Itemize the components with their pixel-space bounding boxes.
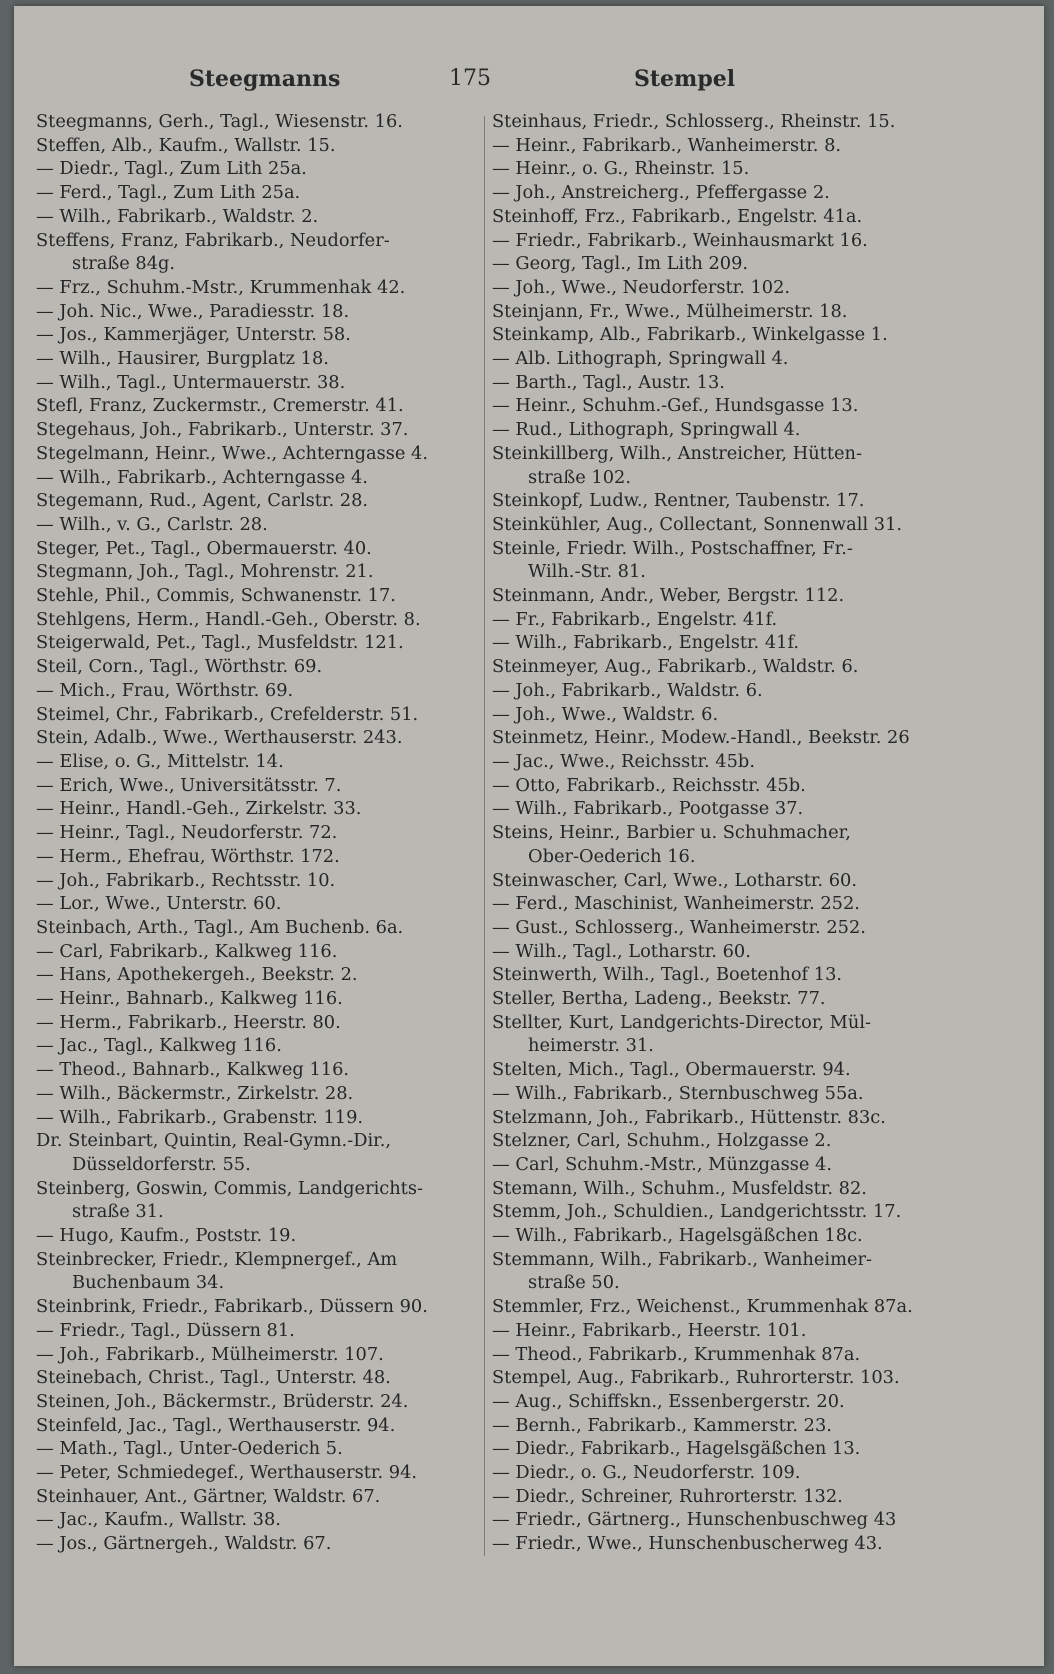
directory-entry: — Jac., Tagl., Kalkweg 116. [36,1035,282,1057]
directory-entry: — Herm., Ehefrau, Wörthstr. 172. [36,845,340,867]
directory-entry: — Frz., Schuhm.-Mstr., Krummenhak 42. [36,276,406,298]
directory-entry: Steegmanns, Gerh., Tagl., Wiesenstr. 16. [36,111,403,132]
left-column [36,110,481,1556]
entry-continuation: straße 102. [528,466,632,488]
directory-entry: — Erich, Wwe., Universitätsstr. 7. [36,774,342,796]
directory-entry: Stemmler, Frz., Weichenst., Krummenhak 87a. [492,1296,913,1318]
directory-entry: — Wilh., Fabrikarb., Sternbuschweg 55a. [492,1082,864,1104]
directory-entry: — Diedr., Fabrikarb., Hagelsgäßchen 13. [492,1438,861,1460]
directory-entry: Steinmeyer, Aug., Fabrikarb., Waldstr. 6. [492,656,859,678]
directory-entry: Steinkamp, Alb., Fabrikarb., Winkelgasse 1. [492,324,888,346]
directory-entry: Stemm, Joh., Schuldien., Landgerichtsstr. 17. [492,1201,902,1223]
directory-entry: — Heinr., Bahnarb., Kalkweg 116. [36,988,343,1010]
directory-entry: — Joh., Anstreicherg., Pfeffergasse 2. [492,182,830,204]
directory-entry: Steinkühler, Aug., Collectant, Sonnenwall 31. [492,513,903,535]
directory-entry: Steinle, Friedr. Wilh., Postschaffner, Fr.- [492,537,853,559]
directory-entry: — Jos., Kammerjäger, Unterstr. 58. [36,324,351,346]
directory-entry: Stegmann, Joh., Tagl., Mohrenstr. 21. [36,561,374,583]
directory-entry: — Ferd., Maschinist, Wanheimerstr. 252. [492,893,860,915]
directory-entry: — Aug., Schiffskn., Essenbergerstr. 20. [492,1390,845,1412]
directory-entry: — Wilh., Fabrikarb., Pootgasse 37. [492,798,804,820]
directory-entry: Steigerwald, Pet., Tagl., Musfeldstr. 121. [36,632,404,654]
directory-entry: Stemmann, Wilh., Fabrikarb., Wanheimer- [492,1248,872,1270]
entry-continuation: straße 84g. [72,253,176,275]
directory-entry: Stehlgens, Herm., Handl.-Geh., Oberstr. 8. [36,608,421,630]
header-right-keyword: Stempel [634,66,736,92]
directory-entry: — Diedr., Tagl., Zum Lith 25a. [36,158,307,180]
entry-continuation: Ober-Oederich 16. [528,845,696,867]
directory-entry: — Diedr., Schreiner, Ruhrorterstr. 132. [492,1485,843,1507]
directory-entry: — Rud., Lithograph, Springwall 4. [492,419,801,441]
directory-entry: Steil, Corn., Tagl., Wörthstr. 69. [36,656,323,678]
directory-entry: — Jos., Gärtnergeh., Waldstr. 67. [36,1533,332,1555]
directory-entry: — Joh. Nic., Wwe., Paradiesstr. 18. [36,300,350,322]
directory-entry: — Heinr., Handl.-Geh., Zirkelstr. 33. [36,798,362,820]
right-column [492,110,940,1556]
directory-entry: — Alb. Lithograph, Springwall 4. [492,348,789,370]
directory-entry: — Wilh., Fabrikarb., Grabenstr. 119. [36,1106,364,1128]
directory-entry: — Heinr., Fabrikarb., Wanheimerstr. 8. [492,134,842,156]
directory-entry: — Friedr., Fabrikarb., Weinhausmarkt 16. [492,229,868,251]
header-left-keyword: Steegmanns [189,66,341,92]
directory-entry: — Carl, Fabrikarb., Kalkweg 116. [36,940,338,962]
directory-entry: Steinmann, Andr., Weber, Bergstr. 112. [492,585,845,607]
directory-entry: Stegehaus, Joh., Fabrikarb., Unterstr. 37. [36,419,409,441]
directory-entry: — Heinr., Schuhm.-Gef., Hundsgasse 13. [492,395,859,417]
directory-entry: — Hugo, Kaufm., Poststr. 19. [36,1225,297,1247]
directory-entry: — Elise, o. G., Mittelstr. 14. [36,750,284,772]
page-header [14,66,1044,96]
directory-entry: Stelzmann, Joh., Fabrikarb., Hüttenstr. 83c. [492,1106,886,1128]
directory-entry: — Jac., Kaufm., Wallstr. 38. [36,1509,281,1531]
directory-entry: Steinebach, Christ., Tagl., Unterstr. 48. [36,1367,391,1389]
directory-entry: Steinwerth, Wilh., Tagl., Boetenhof 13. [492,964,843,986]
directory-entry: Stehle, Phil., Commis, Schwanenstr. 17. [36,585,396,607]
directory-entry: — Joh., Fabrikarb., Rechtsstr. 10. [36,869,336,891]
directory-entry: — Wilh., Bäckermstr., Zirkelstr. 28. [36,1082,354,1104]
directory-entry: Steinhaus, Friedr., Schlosserg., Rheinstr. 15. [492,111,896,132]
directory-entry: Steinkopf, Ludw., Rentner, Taubenstr. 17. [492,490,865,512]
directory-entry: — Georg, Tagl., Im Lith 209. [492,253,749,275]
directory-entry: Stefl, Franz, Zuckermstr., Cremerstr. 41. [36,395,404,417]
directory-entry: — Wilh., Fabrikarb., Achterngasse 4. [36,466,368,488]
directory-entry: — Hans, Apothekergeh., Beekstr. 2. [36,964,358,986]
directory-entry: — Heinr., Fabrikarb., Heerstr. 101. [492,1319,807,1341]
entry-continuation: heimerstr. 31. [528,1035,654,1057]
directory-entry: — Peter, Schmiedegef., Werthauserstr. 94. [36,1462,418,1484]
directory-entry: Steller, Bertha, Ladeng., Beekstr. 77. [492,988,826,1010]
directory-entry: Steffen, Alb., Kaufm., Wallstr. 15. [36,134,336,156]
directory-entry: — Heinr., Tagl., Neudorferstr. 72. [36,822,338,844]
directory-entry: — Gust., Schlosserg., Wanheimerstr. 252. [492,916,866,938]
directory-entry: Steinkillberg, Wilh., Anstreicher, Hütten- [492,442,862,464]
directory-entry: — Barth., Tagl., Austr. 13. [492,371,725,393]
directory-entry: Steinfeld, Jac., Tagl., Werthauserstr. 94. [36,1414,396,1436]
directory-entry: Stelzner, Carl, Schuhm., Holzgasse 2. [492,1130,832,1152]
directory-entry: — Herm., Fabrikarb., Heerstr. 80. [36,1011,341,1033]
directory-entry: — Friedr., Wwe., Hunschenbuscherweg 43. [492,1533,883,1555]
directory-entry: Stegemann, Rud., Agent, Carlstr. 28. [36,490,369,512]
entry-continuation: Buchenbaum 34. [72,1272,225,1294]
directory-entry: — Ferd., Tagl., Zum Lith 25a. [36,182,301,204]
directory-entry: — Joh., Wwe., Neudorferstr. 102. [492,276,791,298]
directory-entry: — Wilh., Tagl., Lotharstr. 60. [492,940,751,962]
directory-entry: Steinbach, Arth., Tagl., Am Buchenb. 6a. [36,916,404,938]
entry-continuation: Wilh.-Str. 81. [528,561,646,583]
directory-entry: — Joh., Fabrikarb., Waldstr. 6. [492,679,763,701]
directory-entry: Steger, Pet., Tagl., Obermauerstr. 40. [36,537,372,559]
directory-entry: — Bernh., Fabrikarb., Kammerstr. 23. [492,1414,832,1436]
entry-continuation: straße 50. [528,1272,620,1294]
directory-entry: Stellter, Kurt, Landgerichts-Director, Mül- [492,1011,872,1033]
column-divider [484,116,485,1556]
directory-entry: — Diedr., o. G., Neudorferstr. 109. [492,1462,801,1484]
directory-entry: Steinhoff, Frz., Fabrikarb., Engelstr. 41a. [492,205,863,227]
directory-entry: Steinbrecker, Friedr., Klempnergef., Am [36,1248,398,1270]
directory-entry: — Wilh., Fabrikarb., Waldstr. 2. [36,205,319,227]
directory-entry: Stemann, Wilh., Schuhm., Musfeldstr. 82. [492,1177,867,1199]
directory-entry: Steinen, Joh., Bäckermstr., Brüderstr. 24. [36,1390,409,1412]
directory-entry: Steinjann, Fr., Wwe., Mülheimerstr. 18. [492,300,848,322]
directory-entry: — Heinr., o. G., Rheinstr. 15. [492,158,750,180]
directory-entry: Steinhauer, Ant., Gärtner, Waldstr. 67. [36,1485,381,1507]
directory-page [14,6,1044,1666]
directory-entry: — Wilh., Fabrikarb., Engelstr. 41f. [492,632,800,654]
directory-entry: Steimel, Chr., Fabrikarb., Crefelderstr. 51. [36,703,419,725]
directory-entry: Stein, Adalb., Wwe., Werthauserstr. 243. [36,727,403,749]
directory-entry: — Theod., Fabrikarb., Krummenhak 87a. [492,1343,861,1365]
directory-entry: — Wilh., v. G., Carlstr. 28. [36,513,268,535]
directory-entry: — Friedr., Gärtnerg., Hunschenbuschweg 43 [492,1509,897,1531]
directory-entry: — Friedr., Tagl., Düssern 81. [36,1319,295,1341]
page-number: 175 [449,66,491,91]
directory-entry: Steins, Heinr., Barbier u. Schuhmacher, [492,822,851,844]
directory-entry: — Mich., Frau, Wörthstr. 69. [36,679,294,701]
directory-entry: Stegelmann, Heinr., Wwe., Achterngasse 4. [36,442,429,464]
directory-entry: — Carl, Schuhm.-Mstr., Münzgasse 4. [492,1153,832,1175]
entry-continuation: Düsseldorferstr. 55. [72,1153,251,1175]
directory-entry: Steinberg, Goswin, Commis, Landgerichts- [36,1177,423,1199]
directory-entry: Steinwascher, Carl, Wwe., Lotharstr. 60. [492,869,857,891]
directory-entry: Steinbrink, Friedr., Fabrikarb., Düssern 90. [36,1296,428,1318]
directory-entry: — Math., Tagl., Unter-Oederich 5. [36,1438,343,1460]
directory-entry: Stempel, Aug., Fabrikarb., Ruhrorterstr. 103. [492,1367,900,1389]
directory-entry: Steinmetz, Heinr., Modew.-Handl., Beekstr. 26 [492,727,910,749]
directory-entry: — Wilh., Hausirer, Burgplatz 18. [36,348,329,370]
directory-entry: — Fr., Fabrikarb., Engelstr. 41f. [492,608,778,630]
directory-entry: — Lor., Wwe., Unterstr. 60. [36,893,282,915]
directory-entry: Dr. Steinbart, Quintin, Real-Gymn.-Dir., [36,1130,392,1152]
directory-entry: — Theod., Bahnarb., Kalkweg 116. [36,1059,350,1081]
directory-entry: — Wilh., Tagl., Untermauerstr. 38. [36,371,346,393]
directory-entry: — Wilh., Fabrikarb., Hagelsgäßchen 18c. [492,1225,863,1247]
directory-entry: — Otto, Fabrikarb., Reichsstr. 45b. [492,774,806,796]
entry-continuation: straße 31. [72,1201,164,1223]
directory-entry: Steffens, Franz, Fabrikarb., Neudorfer- [36,229,390,251]
directory-entry: Stelten, Mich., Tagl., Obermauerstr. 94. [492,1059,851,1081]
directory-entry: — Joh., Fabrikarb., Mülheimerstr. 107. [36,1343,384,1365]
directory-entry: — Jac., Wwe., Reichsstr. 45b. [492,750,755,772]
directory-entry: — Joh., Wwe., Waldstr. 6. [492,703,719,725]
